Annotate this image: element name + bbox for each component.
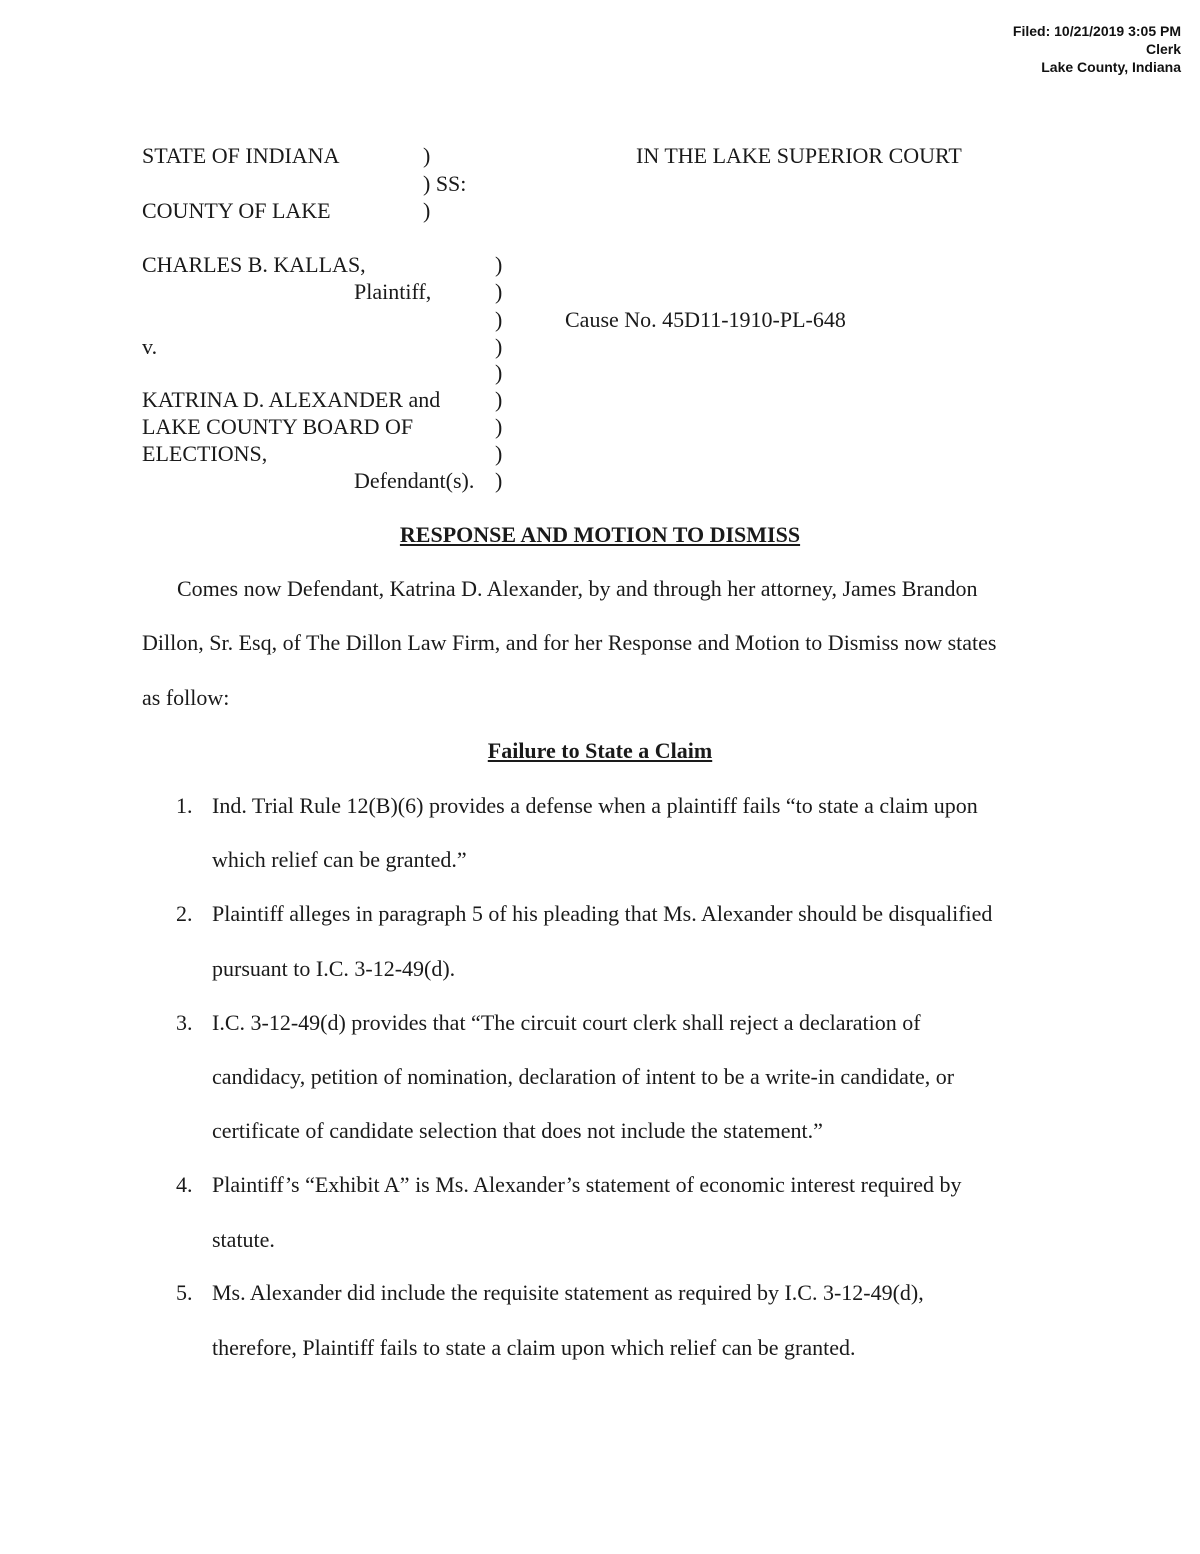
item-text-line: certificate of candidate selection that does not include the statement.” — [212, 1118, 823, 1143]
document-title: RESPONSE AND MOTION TO DISMISS — [399, 522, 801, 547]
ss-label: ) SS: — [423, 171, 467, 196]
caption-paren: ) — [495, 252, 503, 277]
cause-number: Cause No. 45D11-1910-PL-648 — [565, 307, 846, 332]
intro-line-2: Dillon, Sr. Esq, of The Dillon Law Firm, and for her Response and Motion to Dismiss now states — [142, 630, 997, 655]
item-text-line: statute. — [212, 1227, 275, 1252]
caption-paren: ) — [423, 198, 431, 223]
item-number: 5. — [176, 1280, 193, 1305]
item-text-line: candidacy, petition of nomination, declaration of intent to be a write-in candidate, or — [212, 1064, 955, 1089]
item-number: 1. — [176, 793, 193, 818]
caption-paren: ) — [495, 441, 503, 466]
item-text-line: pursuant to I.C. 3-12-49(d). — [212, 956, 456, 981]
caption-paren: ) — [495, 387, 503, 412]
county-label: Lake County, Indiana — [1041, 59, 1181, 75]
caption-paren: ) — [495, 307, 503, 332]
caption-paren: ) — [423, 143, 431, 168]
section-heading: Failure to State a Claim — [487, 738, 713, 763]
filed-date: Filed: 10/21/2019 3:05 PM — [1012, 23, 1181, 39]
item-text-line: Ind. Trial Rule 12(B)(6) provides a defense when a plaintiff fails “to state a claim upon — [212, 793, 978, 818]
clerk-label: Clerk — [1145, 41, 1181, 57]
item-number: 2. — [176, 901, 193, 926]
item-number: 3. — [176, 1010, 193, 1035]
plaintiff-role: Plaintiff, — [354, 279, 432, 304]
defendant-line-3: ELECTIONS, — [142, 441, 268, 466]
defendant-role: Defendant(s). — [354, 468, 475, 493]
item-number: 4. — [176, 1172, 193, 1197]
caption-paren: ) — [495, 414, 503, 439]
plaintiff-name: CHARLES B. KALLAS, — [142, 252, 366, 277]
intro-line-3: as follow: — [142, 685, 230, 710]
intro-line-1: Comes now Defendant, Katrina D. Alexander, by and through her attorney, James Brandon — [177, 576, 978, 601]
caption-paren: ) — [495, 279, 503, 304]
state-label: STATE OF INDIANA — [142, 143, 340, 168]
caption-paren: ) — [495, 334, 503, 359]
defendant-line-1: KATRINA D. ALEXANDER and — [142, 387, 441, 412]
county-label: COUNTY OF LAKE — [142, 198, 331, 223]
item-text-line: which relief can be granted.” — [212, 847, 467, 872]
item-text-line: Plaintiff alleges in paragraph 5 of his pleading that Ms. Alexander should be disqualified — [212, 901, 993, 926]
item-text-line: Plaintiff’s “Exhibit A” is Ms. Alexander’s statement of economic interest required by — [212, 1172, 962, 1197]
item-text-line: therefore, Plaintiff fails to state a claim upon which relief can be granted. — [212, 1335, 856, 1360]
caption-paren: ) — [495, 360, 503, 385]
court-name: IN THE LAKE SUPERIOR COURT — [636, 143, 962, 168]
item-text-line: Ms. Alexander did include the requisite statement as required by I.C. 3-12-49(d), — [212, 1280, 924, 1305]
item-text-line: I.C. 3-12-49(d) provides that “The circuit court clerk shall reject a declaration of — [212, 1010, 921, 1035]
versus-label: v. — [142, 334, 158, 359]
defendant-line-2: LAKE COUNTY BOARD OF — [142, 414, 414, 439]
filing-stamp — [1013, 22, 1181, 76]
caption-paren: ) — [495, 468, 503, 493]
